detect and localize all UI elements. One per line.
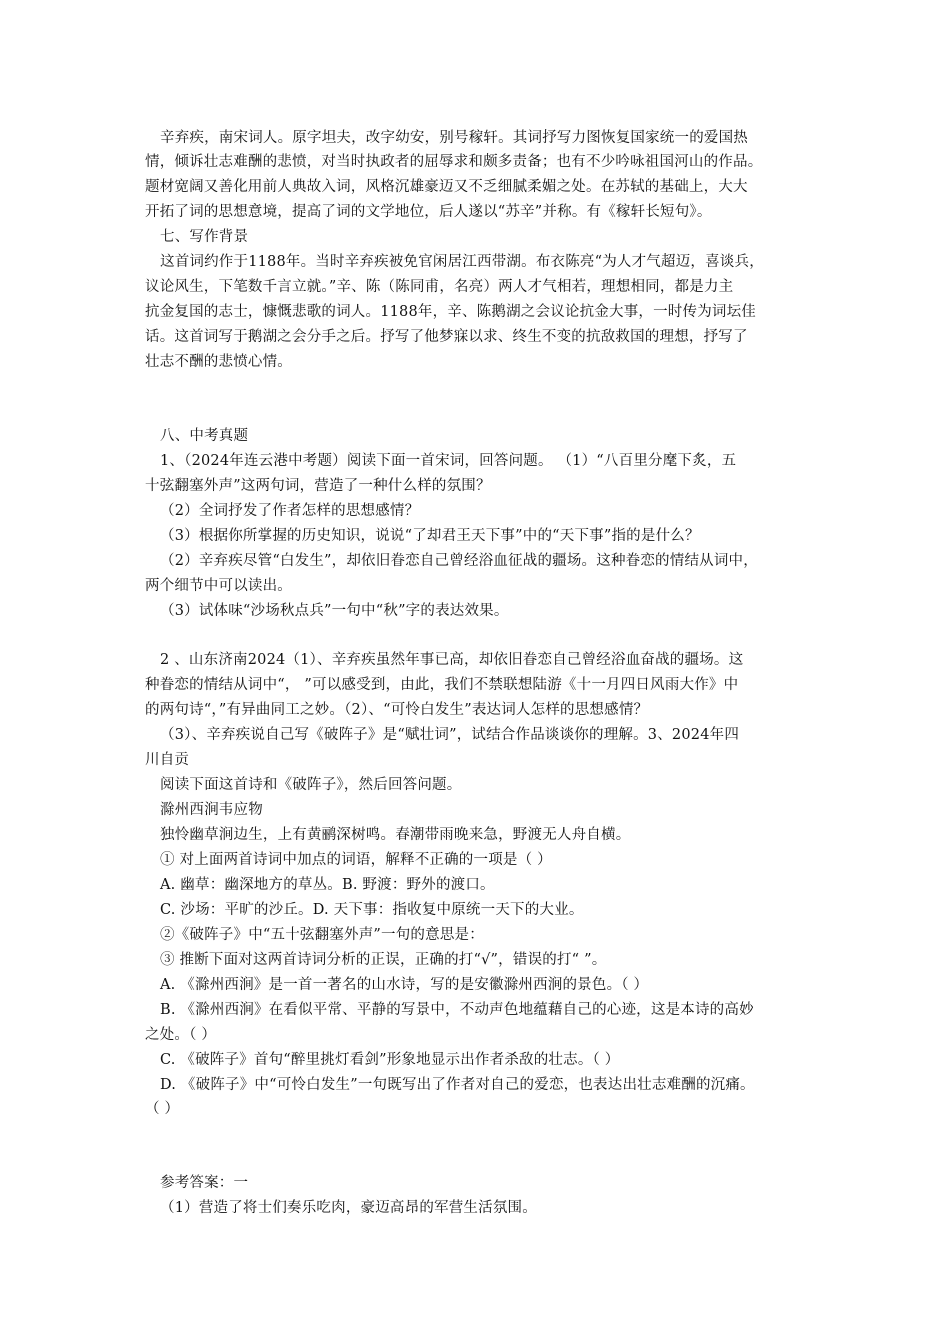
poem-title: 滁州西涧韦应物: [160, 802, 263, 818]
question-line: 2 、山东济南2024（1）、辛弃疾虽然年事已高，却依旧眷恋自己曾经浴血奋战的疆场。这: [160, 652, 744, 668]
question-line: 的两句诗“，”有异曲同工之妙。（2）、“可怜白发生”表达词人怎样的思想感情？: [145, 702, 649, 718]
question-line: ③ 推断下面对这两首诗词分析的正误，正确的打“√”，错误的打“ ”。: [160, 952, 607, 968]
option-line: A. 《滁州西涧》是一首一著名的山水诗，写的是安徽滁州西涧的景色。（ ）: [160, 977, 649, 993]
question-line: 十弦翻塞外声”这两句词，营造了一种什么样的氛围？: [145, 478, 491, 494]
question-line: 阅读下面这首诗和《破阵子》，然后回答问题。: [160, 777, 462, 793]
option-line: A. 幽草：幽深地方的草丛。B. 野渡：野外的渡口。: [160, 877, 495, 893]
background-line: 话。这首词写于鹅湖之会分手之后。抒写了他梦寐以求、终生不变的抗敌救国的理想，抒写了: [145, 329, 748, 345]
question-line: （3）、辛弃疾说自己写《破阵子》是“赋壮词”，试结合作品谈谈你的理解。3、2024年四: [160, 727, 740, 743]
bio-line: 情，倾诉壮志难酬的悲愤，对当时执政者的屈辱求和颇多责备；也有不少吟咏祖国河山的作品。: [145, 154, 763, 170]
background-line: 抗金复国的志士，慷慨悲歌的词人。1188年，辛、陈鹅湖之会议论抗金大事，一时传为词坛佳: [145, 304, 756, 320]
option-line: B. 《滁州西涧》在看似平常、平静的写景中，不动声色地蕴藉自己的心迹，这是本诗的高妙: [160, 1002, 754, 1018]
question-line: 1、（2024年连云港中考题）阅读下面一首宋词，回答问题。 （1）“八百里分麾下炙，五: [160, 453, 737, 469]
poem-text: 独怜幽草涧边生，上有黄鹂深树鸣。春潮带雨晚来急，野渡无人舟自横。: [160, 827, 631, 843]
answer-line: （1）营造了将士们奏乐吃肉，豪迈高昂的军营生活氛围。: [160, 1200, 537, 1216]
answers-heading: 参考答案：一: [160, 1175, 249, 1191]
option-line: C. 《破阵子》首句“醉里挑灯看剑”形象地显示出作者杀敌的壮志。（ ）: [160, 1052, 620, 1068]
section-heading: 八、中考真题: [160, 428, 249, 444]
question-line: （2）辛弃疾尽管“白发生”，却依旧眷恋自己曾经浴血征战的疆场。这种眷恋的情结从词中，: [160, 553, 758, 569]
question-line: （2）全词抒发了作者怎样的思想感情？: [160, 503, 420, 519]
option-line: （ ）: [145, 1101, 180, 1117]
question-line: ②《破阵子》中“五十弦翻塞外声”一句的意思是：: [160, 927, 484, 943]
section-heading: 七、写作背景: [160, 229, 249, 245]
question-line: 川自贡: [145, 752, 190, 768]
background-line: 这首词约作于1188年。当时辛弃疾被免官闲居江西带湖。布衣陈亮“为人才气超迈，喜谈兵，: [160, 254, 764, 270]
option-line: C. 沙场：平旷的沙丘。D. 天下事：指收复中原统一天下的大业。: [160, 902, 584, 918]
option-line: 之处。（ ）: [145, 1027, 217, 1043]
bio-line: 开拓了词的思想意境，提高了词的文学地位，后人遂以“苏辛”并称。有《稼轩长短句》。: [145, 204, 712, 220]
bio-line: 辛弃疾，南宋词人。原字坦夫，改字幼安，别号稼轩。其词抒写力图恢复国家统一的爱国热: [160, 130, 748, 146]
option-line: D. 《破阵子》中“可怜白发生”一句既写出了作者对自己的爱恋，也表达出壮志难酬的沉痛。: [160, 1077, 755, 1093]
question-line: 两个细节中可以读出。: [145, 578, 292, 594]
question-line: （3）根据你所掌握的历史知识，说说“了却君王天下事”中的“天下事”指的是什么？: [160, 528, 700, 544]
question-line: （3）试体味“沙场秋点兵”一句中“秋”字的表达效果。: [160, 603, 509, 619]
question-line: ① 对上面两首诗词中加点的词语，解释不正确的一项是（ ）: [160, 852, 552, 868]
background-line: 议论风生，下笔数千言立就。”辛、陈（陈同甫，名亮）两人才气相若，理想相同，都是力主: [145, 279, 734, 295]
background-line: 壮志不酬的悲愤心情。: [145, 354, 292, 370]
question-line: 种眷恋的情结从词中“， ”可以感受到，由此，我们不禁联想陆游《十一月四日风雨大作》中: [145, 677, 739, 693]
bio-line: 题材宽阔又善化用前人典故入词，风格沉雄豪迈又不乏细腻柔媚之处。在苏轼的基础上，大大: [145, 179, 748, 195]
